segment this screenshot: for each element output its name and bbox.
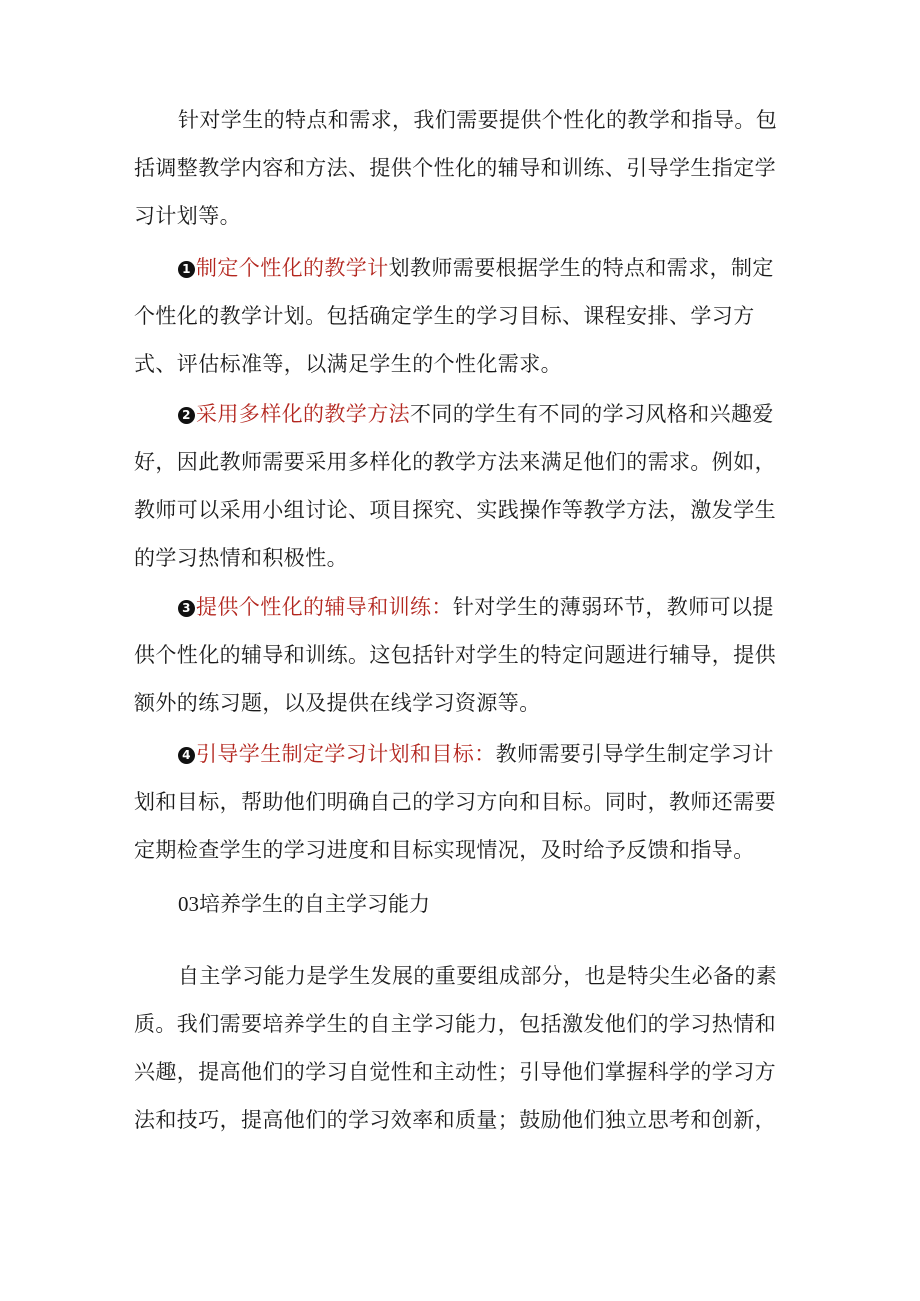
list-item-1 — [134, 244, 794, 388]
number-badge-icon: 2 — [178, 407, 195, 424]
item-4-title: 引导学生制定学习计划和目标： — [196, 742, 496, 766]
item-4-body: 教师需要引导学生制定学习计划和目标，帮助他们明确自己的学习方向和目标。同时，教师还需要定期检查学生的学习进度和目标实现情况，及时给予反馈和指导。 — [134, 742, 776, 862]
section-title: 培养学生的自主学习能力 — [199, 892, 430, 916]
list-item-3 — [134, 583, 794, 727]
item-1-body: 划教师需要根据学生的特点和需求，制定个性化的教学计划。包括确定学生的学习目标、课程安排、学习方式、评估标准等，以满足学生的个性化需求。 — [134, 256, 774, 376]
item-2-body: 不同的学生有不同的学习风格和兴趣爱好，因此教师需要采用多样化的教学方法来满足他们的需求。例如，教师可以采用小组讨论、项目探究、实践操作等教学方法，激发学生的学习热情和积极性。 — [134, 402, 776, 570]
number-badge-icon: 1 — [178, 261, 195, 278]
item-2-title: 采用多样化的教学方法 — [196, 402, 410, 426]
intro-text: 针对学生的特点和需求，我们需要提供个性化的教学和指导。包括调整教学内容和方法、提供个性化的辅导和训练、引导学生指定学习计划等。 — [134, 108, 778, 228]
number-badge-icon: 3 — [178, 600, 195, 617]
section-number: 03 — [178, 892, 199, 916]
closing-paragraph — [134, 952, 794, 1144]
item-3-body: 针对学生的薄弱环节，教师可以提供个性化的辅导和训练。这包括针对学生的特定问题进行辅导，提供额外的练习题，以及提供在线学习资源等。 — [134, 595, 776, 715]
intro-paragraph — [134, 96, 794, 240]
item-3-title: 提供个性化的辅导和训练： — [196, 595, 453, 619]
list-item-2 — [134, 390, 794, 582]
number-badge-icon: 4 — [178, 747, 195, 764]
section-heading — [178, 880, 430, 928]
item-1-title: 制定个性化的教学计 — [196, 256, 389, 280]
closing-text: 自主学习能力是学生发展的重要组成部分，也是特尖生必备的素质。我们需要培养学生的自主学习能力，包括激发他们的学习热情和兴趣，提高他们的学习自觉性和主动性；引导他们掌握科学的学习方法和技巧，提高他们的学习效率和质量；鼓励他们独立思考和创新， — [134, 964, 778, 1132]
list-item-4 — [134, 730, 794, 874]
